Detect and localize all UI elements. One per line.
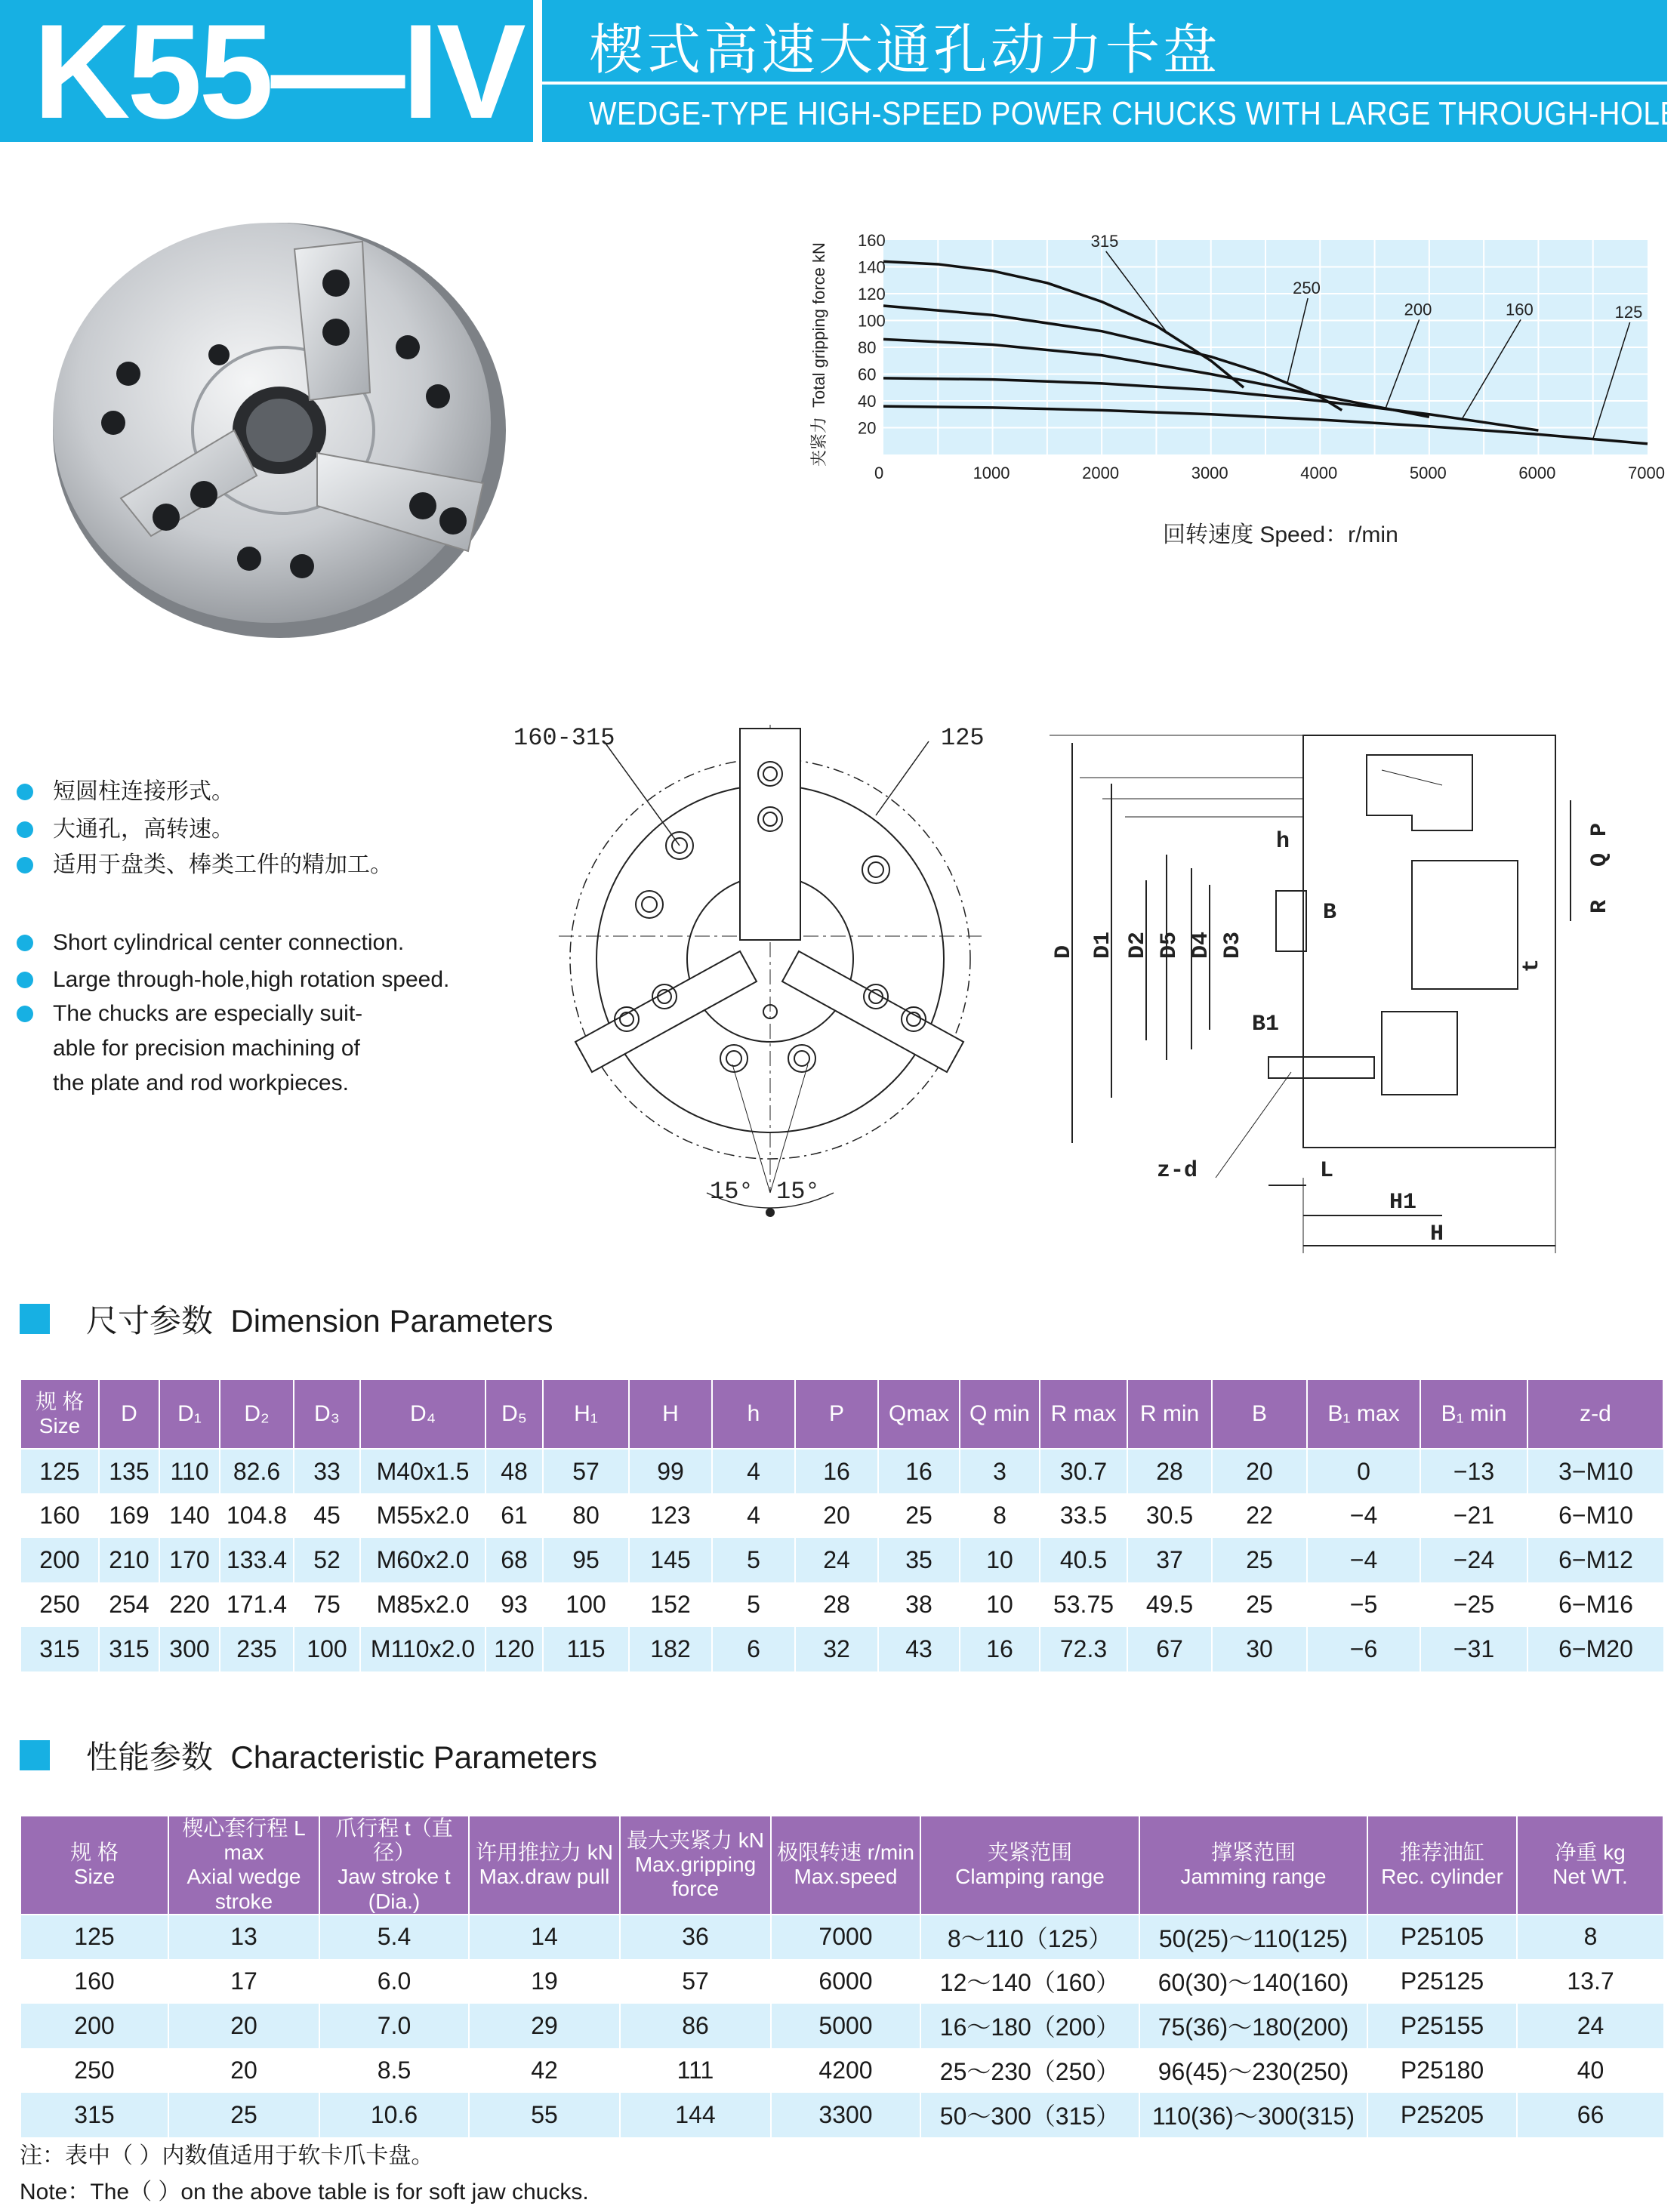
table-cell: 25 xyxy=(878,1493,960,1538)
x-tick-label: 6000 xyxy=(1518,464,1556,482)
table-cell: 32 xyxy=(795,1627,878,1671)
bullet-icon xyxy=(17,857,33,873)
table-cell: 8.5 xyxy=(319,2048,469,2093)
characteristic_table-header-8: 推荐油缸 Rec. cylinder xyxy=(1367,1816,1517,1915)
label-t: t xyxy=(1519,958,1545,972)
table-cell: 300 xyxy=(159,1627,220,1671)
table-row xyxy=(20,1449,1663,1493)
table-cell: 12～140（160） xyxy=(920,1959,1139,2004)
section-square-icon xyxy=(20,1740,50,1770)
label-q: Q xyxy=(1587,852,1613,867)
title-chinese: 楔式高速大通孔动力卡盘 xyxy=(589,20,1221,81)
table-cell: 200 xyxy=(20,2004,168,2048)
table-cell: 20 xyxy=(168,2004,319,2048)
table-cell: 42 xyxy=(469,2048,620,2093)
table-cell: 25 xyxy=(1212,1538,1307,1582)
table-cell: −6 xyxy=(1307,1627,1420,1671)
chart-x-tick-labels xyxy=(874,464,1665,482)
y-tick-label: 40 xyxy=(858,392,877,411)
table-cell: M55x2.0 xyxy=(360,1493,486,1538)
chart-x-label: 回转速度 Speed：r/min xyxy=(1163,522,1398,547)
table-cell: 16 xyxy=(960,1627,1040,1671)
table-cell: 123 xyxy=(629,1493,712,1538)
table-cell: −24 xyxy=(1420,1538,1527,1582)
characteristic_table-header-9: 净重 kg Net WT. xyxy=(1517,1816,1663,1915)
table-cell: P25205 xyxy=(1367,2093,1517,2137)
characteristic_table-header-4: 最大夹紧力 kN Max.gripping force xyxy=(620,1816,771,1915)
table-cell: 37 xyxy=(1127,1538,1212,1582)
table-cell: 171.4 xyxy=(220,1582,294,1627)
table-cell: −5 xyxy=(1307,1582,1420,1627)
table-cell: 169 xyxy=(99,1493,159,1538)
table-cell: 120 xyxy=(486,1627,543,1671)
chart-y-tick-labels xyxy=(858,231,886,438)
table-cell: 75(36)～180(200) xyxy=(1139,2004,1367,2048)
table-cell: 30.7 xyxy=(1040,1449,1127,1493)
table-cell: 160 xyxy=(20,1493,99,1538)
series-label-125: 125 xyxy=(1614,302,1643,322)
feature-cn-3: 适用于盘类、棒类工件的精加工。 xyxy=(17,848,393,883)
label-d3: D3 xyxy=(1220,931,1246,959)
table-cell: 235 xyxy=(220,1627,294,1671)
y-tick-label: 60 xyxy=(858,365,877,384)
table-cell: 68 xyxy=(486,1538,543,1582)
table-cell: 16～180（200） xyxy=(920,2004,1139,2048)
table-cell: 110(36)～300(315) xyxy=(1139,2093,1367,2137)
table-row xyxy=(20,1493,1663,1538)
table-cell: P25155 xyxy=(1367,2004,1517,2048)
front-view-drawing xyxy=(513,710,985,1223)
table-cell: 22 xyxy=(1212,1493,1307,1538)
note-english: Note：The（ ）on the above table is for soft jaw chucks. xyxy=(20,2180,589,2204)
dimension_table-header-17: B₁ min xyxy=(1420,1379,1527,1449)
table-cell: 33.5 xyxy=(1040,1493,1127,1538)
table-cell: 86 xyxy=(620,2004,771,2048)
table-cell: 40.5 xyxy=(1040,1538,1127,1582)
table-cell: 60(30)～140(160) xyxy=(1139,1959,1367,2004)
label-p: P xyxy=(1587,822,1613,836)
table-cell: 250 xyxy=(20,1582,99,1627)
table-cell: 8 xyxy=(1517,1915,1663,1959)
dimension_table-header-9: h xyxy=(712,1379,795,1449)
dimension_table-header-18: z-d xyxy=(1527,1379,1663,1449)
gripping-force-chart xyxy=(785,226,1667,559)
table-row xyxy=(20,1915,1663,1959)
table-cell: 10 xyxy=(960,1538,1040,1582)
table-cell: 5 xyxy=(712,1582,795,1627)
y-tick-label: 120 xyxy=(858,285,886,303)
series-label-160: 160 xyxy=(1506,300,1534,319)
table-cell: 61 xyxy=(486,1493,543,1538)
table-cell: 152 xyxy=(629,1582,712,1627)
table-cell: M40x1.5 xyxy=(360,1449,486,1493)
table-row xyxy=(20,1538,1663,1582)
y-tick-label: 20 xyxy=(858,418,877,438)
table-cell: 19 xyxy=(469,1959,620,2004)
table-cell: 28 xyxy=(795,1582,878,1627)
dimension-table-body xyxy=(20,1449,1663,1671)
front-angle-right: 15° xyxy=(776,1178,820,1206)
table-cell: M60x2.0 xyxy=(360,1538,486,1582)
table-cell: 111 xyxy=(620,2048,771,2093)
table-cell: 50～300（315） xyxy=(920,2093,1139,2137)
table-cell: 13 xyxy=(168,1915,319,1959)
table-cell: −25 xyxy=(1420,1582,1527,1627)
table-cell: 48 xyxy=(486,1449,543,1493)
dimension_table-header-3: D₂ xyxy=(220,1379,294,1449)
table-cell: 29 xyxy=(469,2004,620,2048)
table-cell: 145 xyxy=(629,1538,712,1582)
table-cell: 6−M20 xyxy=(1527,1627,1663,1671)
table-cell: 133.4 xyxy=(220,1538,294,1582)
table-cell: 99 xyxy=(629,1449,712,1493)
dimension_table-header-16: B₁ max xyxy=(1307,1379,1420,1449)
dimension_table-header-10: P xyxy=(795,1379,878,1449)
y-tick-label: 160 xyxy=(858,231,886,250)
feature-en-3-line2: able for precision machining of xyxy=(53,1036,360,1061)
table-cell: 14 xyxy=(469,1915,620,1959)
label-b: B xyxy=(1323,900,1337,926)
characteristic_table-header-7: 撑紧范围 Jamming range xyxy=(1139,1816,1367,1915)
label-d5: D5 xyxy=(1157,931,1182,959)
table-cell: 6 xyxy=(712,1627,795,1671)
label-d2: D2 xyxy=(1125,931,1151,959)
x-tick-label: 3000 xyxy=(1191,464,1228,482)
dimension_table-header-11: Qmax xyxy=(878,1379,960,1449)
table-cell: 5.4 xyxy=(319,1915,469,1959)
label-z-d: z-d xyxy=(1157,1158,1198,1184)
table-cell: 125 xyxy=(20,1915,168,1959)
table-cell: 96(45)～230(250) xyxy=(1139,2048,1367,2093)
bullet-icon xyxy=(17,821,33,838)
table-cell: 49.5 xyxy=(1127,1582,1212,1627)
dimension_table-header-2: D₁ xyxy=(159,1379,220,1449)
bullet-icon xyxy=(17,935,33,951)
dimension_table-header-5: D₄ xyxy=(360,1379,486,1449)
table-cell: 4200 xyxy=(771,2048,920,2093)
table-row xyxy=(20,2004,1663,2048)
table-cell: −4 xyxy=(1307,1493,1420,1538)
table-cell: −4 xyxy=(1307,1538,1420,1582)
table-cell: 16 xyxy=(795,1449,878,1493)
table-cell: 30.5 xyxy=(1127,1493,1212,1538)
label-l: L xyxy=(1320,1158,1334,1184)
feature-en-1: Short cylindrical center connection. xyxy=(17,926,404,960)
feature-en-2: Large through-hole,high rotation speed. xyxy=(17,963,449,997)
table-cell: 16 xyxy=(878,1449,960,1493)
label-h1: H1 xyxy=(1389,1190,1417,1215)
chart-y-label-cn: 夹紧力 xyxy=(809,416,828,467)
characteristic-section-heading: 性能参数 Characteristic Parameters xyxy=(20,1736,597,1774)
table-cell: 25～230（250） xyxy=(920,2048,1139,2093)
dimension_table-header-7: H₁ xyxy=(543,1379,629,1449)
table-cell: 4 xyxy=(712,1493,795,1538)
table-row xyxy=(20,2093,1663,2137)
table-cell: 220 xyxy=(159,1582,220,1627)
table-cell: 80 xyxy=(543,1493,629,1538)
table-cell: 182 xyxy=(629,1627,712,1671)
x-tick-label: 2000 xyxy=(1082,464,1120,482)
feature-en-3: The chucks are especially suit- xyxy=(17,997,362,1031)
table-cell: 6000 xyxy=(771,1959,920,2004)
dimension_table-header-8: H xyxy=(629,1379,712,1449)
table-cell: 67 xyxy=(1127,1627,1212,1671)
table-cell: M85x2.0 xyxy=(360,1582,486,1627)
feature-cn-1: 短圆柱连接形式。 xyxy=(17,775,234,809)
table-row xyxy=(20,1582,1663,1627)
characteristic-table xyxy=(20,1815,1664,2137)
table-cell: 25 xyxy=(1212,1582,1307,1627)
front-label-160-315: 160-315 xyxy=(513,724,615,752)
characteristic_table-header-5: 极限转速 r/min Max.speed xyxy=(771,1816,920,1915)
table-cell: 43 xyxy=(878,1627,960,1671)
characteristic-table-body xyxy=(20,1915,1663,2137)
table-cell: 6−M10 xyxy=(1527,1493,1663,1538)
table-cell: 20 xyxy=(795,1493,878,1538)
label-b1: B1 xyxy=(1252,1012,1280,1037)
table-cell: 57 xyxy=(620,1959,771,2004)
feature-cn-2: 大通孔，高转速。 xyxy=(17,812,234,847)
table-cell: 7000 xyxy=(771,1915,920,1959)
dimension_table-header-15: B xyxy=(1212,1379,1307,1449)
header-model-panel xyxy=(0,0,533,146)
y-tick-label: 100 xyxy=(858,311,886,331)
series-label-315: 315 xyxy=(1090,231,1119,251)
table-cell: 24 xyxy=(795,1538,878,1582)
table-cell: 55 xyxy=(469,2093,620,2137)
table-cell: 104.8 xyxy=(220,1493,294,1538)
chuck-product-photo xyxy=(30,204,574,657)
table-cell: 315 xyxy=(20,1627,99,1671)
table-cell: 28 xyxy=(1127,1449,1212,1493)
table-cell: 100 xyxy=(543,1582,629,1627)
table-cell: 115 xyxy=(543,1627,629,1671)
table-cell: 17 xyxy=(168,1959,319,2004)
side-view-drawing xyxy=(1050,725,1654,1268)
table-cell: −13 xyxy=(1420,1449,1527,1493)
table-cell: 144 xyxy=(620,2093,771,2137)
x-tick-label: 5000 xyxy=(1409,464,1447,482)
label-d: D xyxy=(1051,944,1077,959)
table-cell: 7.0 xyxy=(319,2004,469,2048)
table-cell: 3−M10 xyxy=(1527,1449,1663,1493)
section-square-icon xyxy=(20,1304,50,1334)
feature-en-3-line3: the plate and rod workpieces. xyxy=(53,1071,349,1095)
table-cell: 5000 xyxy=(771,2004,920,2048)
dimension-table xyxy=(20,1379,1664,1671)
table-cell: M110x2.0 xyxy=(360,1627,486,1671)
x-tick-label: 0 xyxy=(874,464,884,482)
table-cell: 135 xyxy=(99,1449,159,1493)
table-cell: 75 xyxy=(294,1582,360,1627)
table-cell: 66 xyxy=(1517,2093,1663,2137)
table-cell: P25180 xyxy=(1367,2048,1517,2093)
x-tick-label: 4000 xyxy=(1300,464,1338,482)
table-cell: 30 xyxy=(1212,1627,1307,1671)
table-cell: 36 xyxy=(620,1915,771,1959)
table-cell: −21 xyxy=(1420,1493,1527,1538)
dimension_table-header-14: R min xyxy=(1127,1379,1212,1449)
table-cell: 6−M12 xyxy=(1527,1538,1663,1582)
table-cell: 8～110（125） xyxy=(920,1915,1139,1959)
table-cell: 57 xyxy=(543,1449,629,1493)
dimension_table-header-12: Q min xyxy=(960,1379,1040,1449)
table-cell: 200 xyxy=(20,1538,99,1582)
table-cell: 315 xyxy=(99,1627,159,1671)
table-row xyxy=(20,1959,1663,2004)
x-tick-label: 1000 xyxy=(973,464,1010,482)
table-cell: 210 xyxy=(99,1538,159,1582)
note-chinese: 注：表中（ ）内数值适用于软卡爪卡盘。 xyxy=(20,2143,434,2168)
label-r: R xyxy=(1587,899,1613,914)
y-tick-label: 80 xyxy=(858,338,877,357)
label-h-total: H xyxy=(1430,1222,1444,1247)
table-cell: 25 xyxy=(168,2093,319,2137)
dimension_table-header-13: R max xyxy=(1040,1379,1127,1449)
table-cell: 170 xyxy=(159,1538,220,1582)
series-label-250: 250 xyxy=(1293,279,1321,297)
table-cell: 40 xyxy=(1517,2048,1663,2093)
bullet-icon xyxy=(17,784,33,800)
table-cell: 45 xyxy=(294,1493,360,1538)
table-cell: 10 xyxy=(960,1582,1040,1627)
table-cell: 5 xyxy=(712,1538,795,1582)
table-cell: 8 xyxy=(960,1493,1040,1538)
table-cell: 72.3 xyxy=(1040,1627,1127,1671)
table-cell: 20 xyxy=(1212,1449,1307,1493)
characteristic_table-header-0: 规 格 Size xyxy=(20,1816,168,1915)
table-cell: 38 xyxy=(878,1582,960,1627)
table-cell: 100 xyxy=(294,1627,360,1671)
table-cell: 20 xyxy=(168,2048,319,2093)
y-tick-label: 140 xyxy=(858,257,886,277)
table-cell: 3 xyxy=(960,1449,1040,1493)
model-number: K55—IV xyxy=(33,0,523,146)
front-label-125: 125 xyxy=(941,724,985,752)
table-cell: 82.6 xyxy=(220,1449,294,1493)
table-cell: P25125 xyxy=(1367,1959,1517,2004)
characteristic_table-header-1: 楔心套行程 L max Axial wedge stroke xyxy=(168,1816,319,1915)
table-row xyxy=(20,1627,1663,1671)
table-cell: 3300 xyxy=(771,2093,920,2137)
x-tick-label: 7000 xyxy=(1628,464,1665,482)
table-cell: 254 xyxy=(99,1582,159,1627)
series-label-200: 200 xyxy=(1404,300,1432,319)
table-cell: 160 xyxy=(20,1959,168,2004)
table-cell: 315 xyxy=(20,2093,168,2137)
label-h: h xyxy=(1276,829,1290,855)
dimension_table-header-0: 规 格 Size xyxy=(20,1379,99,1449)
table-cell: 35 xyxy=(878,1538,960,1582)
table-cell: 95 xyxy=(543,1538,629,1582)
table-cell: 0 xyxy=(1307,1449,1420,1493)
front-angle-left: 15° xyxy=(710,1178,754,1206)
characteristic_table-header-6: 夹紧范围 Clamping range xyxy=(920,1816,1139,1915)
table-cell: P25105 xyxy=(1367,1915,1517,1959)
table-cell: 52 xyxy=(294,1538,360,1582)
table-cell: 4 xyxy=(712,1449,795,1493)
label-d1: D1 xyxy=(1090,931,1116,959)
table-cell: 140 xyxy=(159,1493,220,1538)
dimension-section-heading: 尺寸参数 Dimension Parameters xyxy=(20,1300,553,1338)
table-row xyxy=(20,2048,1663,2093)
dimension_table-header-4: D₃ xyxy=(294,1379,360,1449)
dimension_table-header-1: D xyxy=(99,1379,159,1449)
label-d4: D4 xyxy=(1188,931,1214,959)
title-english: WEDGE-TYPE HIGH-SPEED POWER CHUCKS WITH LARGE THROUGH-HOLE xyxy=(589,95,1680,132)
bullet-icon xyxy=(17,972,33,988)
dimension_table-header-6: D₅ xyxy=(486,1379,543,1449)
table-cell: 125 xyxy=(20,1449,99,1493)
table-cell: −31 xyxy=(1420,1627,1527,1671)
table-cell: 110 xyxy=(159,1449,220,1493)
table-cell: 250 xyxy=(20,2048,168,2093)
table-cell: 24 xyxy=(1517,2004,1663,2048)
chart-y-label-en: Total gripping force kN xyxy=(809,242,828,408)
table-cell: 53.75 xyxy=(1040,1582,1127,1627)
table-cell: 10.6 xyxy=(319,2093,469,2137)
table-cell: 6.0 xyxy=(319,1959,469,2004)
characteristic_table-header-3: 许用推拉力 kN Max.draw pull xyxy=(469,1816,620,1915)
table-cell: 50(25)～110(125) xyxy=(1139,1915,1367,1959)
table-cell: 33 xyxy=(294,1449,360,1493)
table-cell: 6−M16 xyxy=(1527,1582,1663,1627)
table-cell: 13.7 xyxy=(1517,1959,1663,2004)
bullet-icon xyxy=(17,1006,33,1022)
table-cell: 93 xyxy=(486,1582,543,1627)
dimension-table-header xyxy=(20,1379,1663,1449)
characteristic-table-header xyxy=(20,1816,1663,1915)
characteristic_table-header-2: 爪行程 t（直径） Jaw stroke t (Dia.) xyxy=(319,1816,469,1915)
